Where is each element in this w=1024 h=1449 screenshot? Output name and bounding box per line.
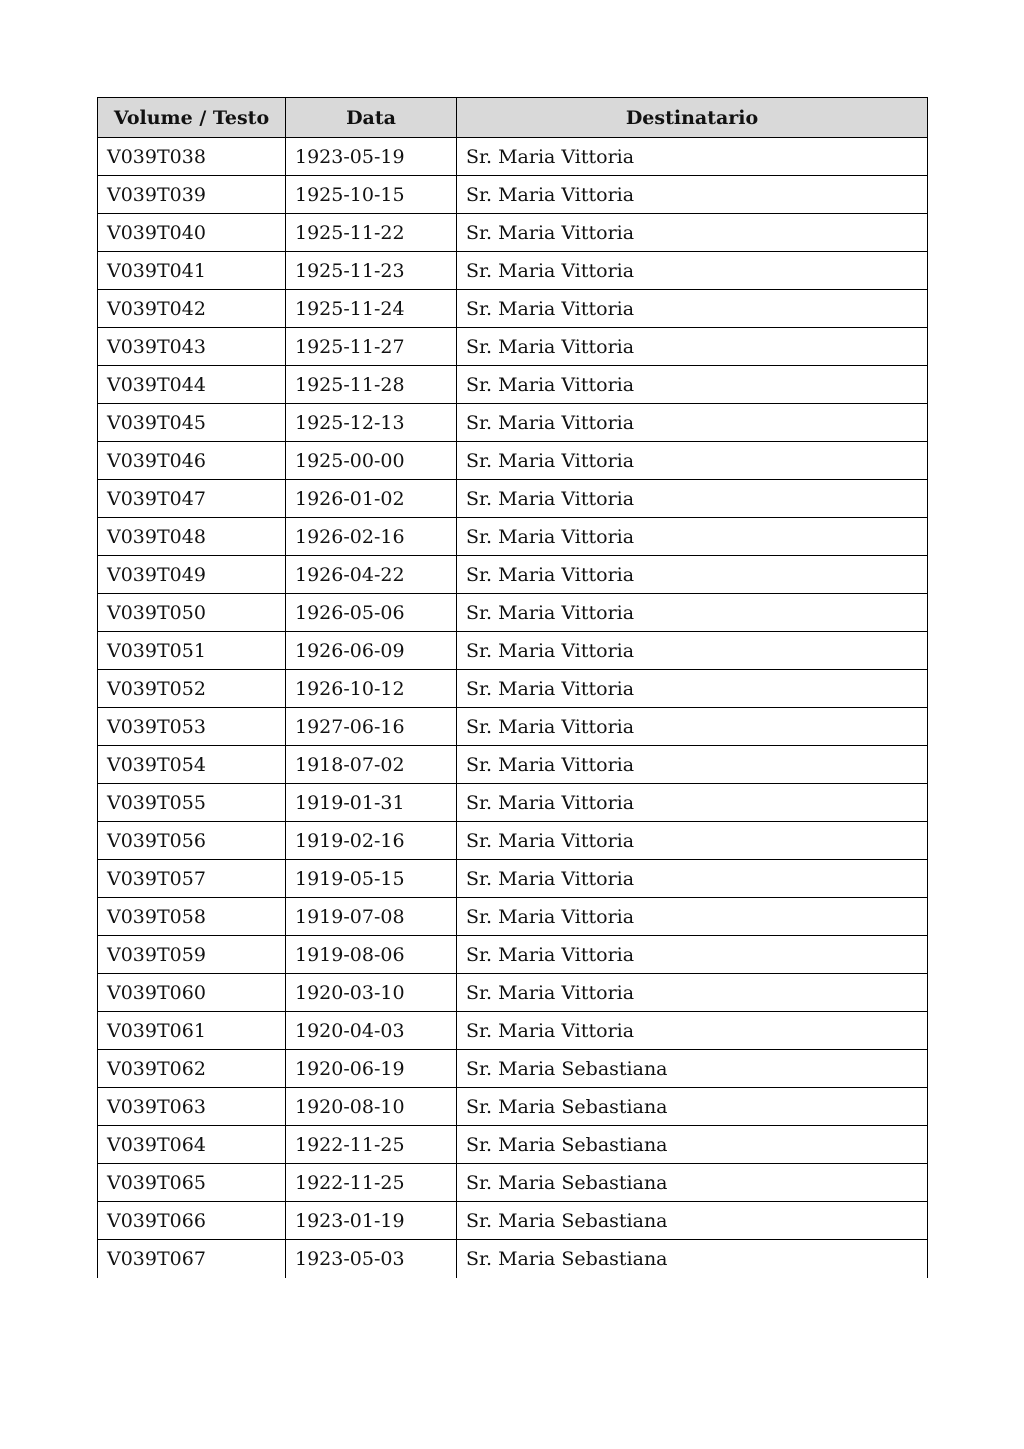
cell-volume-testo: V039T040	[98, 214, 286, 252]
table-row	[98, 366, 928, 404]
cell-volume-testo: V039T066	[98, 1202, 286, 1240]
table-row	[98, 898, 928, 936]
cell-volume-testo: V039T063	[98, 1088, 286, 1126]
cell-destinatario: Sr. Maria Sebastiana	[457, 1164, 928, 1202]
cell-volume-testo: V039T053	[98, 708, 286, 746]
cell-data: 1919-08-06	[286, 936, 457, 974]
cell-data: 1920-03-10	[286, 974, 457, 1012]
table-row	[98, 1012, 928, 1050]
cell-volume-testo: V039T064	[98, 1126, 286, 1164]
cell-destinatario: Sr. Maria Vittoria	[457, 328, 928, 366]
table-row	[98, 1202, 928, 1240]
cell-volume-testo: V039T041	[98, 252, 286, 290]
cell-destinatario: Sr. Maria Vittoria	[457, 404, 928, 442]
cell-volume-testo: V039T048	[98, 518, 286, 556]
cell-data: 1920-06-19	[286, 1050, 457, 1088]
cell-destinatario: Sr. Maria Vittoria	[457, 632, 928, 670]
cell-data: 1922-11-25	[286, 1164, 457, 1202]
cell-destinatario: Sr. Maria Vittoria	[457, 290, 928, 328]
table-row	[98, 518, 928, 556]
cell-destinatario: Sr. Maria Vittoria	[457, 138, 928, 176]
cell-destinatario: Sr. Maria Vittoria	[457, 176, 928, 214]
cell-volume-testo: V039T054	[98, 746, 286, 784]
cell-volume-testo: V039T039	[98, 176, 286, 214]
cell-volume-testo: V039T065	[98, 1164, 286, 1202]
cell-destinatario: Sr. Maria Vittoria	[457, 974, 928, 1012]
cell-volume-testo: V039T067	[98, 1240, 286, 1278]
cell-data: 1925-11-24	[286, 290, 457, 328]
table-row	[98, 214, 928, 252]
cell-destinatario: Sr. Maria Vittoria	[457, 898, 928, 936]
cell-destinatario: Sr. Maria Vittoria	[457, 1012, 928, 1050]
cell-destinatario: Sr. Maria Vittoria	[457, 860, 928, 898]
cell-volume-testo: V039T062	[98, 1050, 286, 1088]
cell-data: 1922-11-25	[286, 1126, 457, 1164]
cell-volume-testo: V039T060	[98, 974, 286, 1012]
column-header-volume-testo: Volume / Testo	[98, 98, 286, 138]
cell-data: 1926-02-16	[286, 518, 457, 556]
cell-destinatario: Sr. Maria Sebastiana	[457, 1126, 928, 1164]
cell-volume-testo: V039T061	[98, 1012, 286, 1050]
cell-data: 1923-01-19	[286, 1202, 457, 1240]
table-row	[98, 252, 928, 290]
cell-data: 1919-01-31	[286, 784, 457, 822]
cell-volume-testo: V039T042	[98, 290, 286, 328]
cell-data: 1925-00-00	[286, 442, 457, 480]
table-row	[98, 480, 928, 518]
cell-data: 1925-11-23	[286, 252, 457, 290]
cell-data: 1926-01-02	[286, 480, 457, 518]
table-row	[98, 1050, 928, 1088]
cell-data: 1925-11-28	[286, 366, 457, 404]
cell-data: 1920-04-03	[286, 1012, 457, 1050]
table-row	[98, 1126, 928, 1164]
table-row	[98, 290, 928, 328]
table-row	[98, 176, 928, 214]
cell-destinatario: Sr. Maria Vittoria	[457, 366, 928, 404]
cell-destinatario: Sr. Maria Vittoria	[457, 556, 928, 594]
cell-destinatario: Sr. Maria Vittoria	[457, 442, 928, 480]
table-header	[98, 98, 928, 138]
cell-destinatario: Sr. Maria Vittoria	[457, 252, 928, 290]
cell-data: 1919-02-16	[286, 822, 457, 860]
table-row	[98, 556, 928, 594]
table-row	[98, 784, 928, 822]
cell-data: 1923-05-03	[286, 1240, 457, 1278]
cell-destinatario: Sr. Maria Vittoria	[457, 746, 928, 784]
table-row	[98, 708, 928, 746]
cell-volume-testo: V039T038	[98, 138, 286, 176]
cell-data: 1925-11-22	[286, 214, 457, 252]
cell-volume-testo: V039T050	[98, 594, 286, 632]
cell-data: 1919-05-15	[286, 860, 457, 898]
cell-volume-testo: V039T044	[98, 366, 286, 404]
cell-volume-testo: V039T056	[98, 822, 286, 860]
cell-data: 1919-07-08	[286, 898, 457, 936]
table-row	[98, 442, 928, 480]
header-row	[98, 98, 928, 138]
cell-data: 1925-10-15	[286, 176, 457, 214]
table-row	[98, 974, 928, 1012]
table-row	[98, 1240, 928, 1278]
cell-data: 1926-04-22	[286, 556, 457, 594]
cell-data: 1925-11-27	[286, 328, 457, 366]
column-header-data: Data	[286, 98, 457, 138]
cell-volume-testo: V039T057	[98, 860, 286, 898]
cell-data: 1926-05-06	[286, 594, 457, 632]
letters-table	[97, 97, 928, 1278]
cell-destinatario: Sr. Maria Vittoria	[457, 670, 928, 708]
table-row	[98, 860, 928, 898]
cell-destinatario: Sr. Maria Sebastiana	[457, 1050, 928, 1088]
table-body	[98, 138, 928, 1278]
cell-volume-testo: V039T052	[98, 670, 286, 708]
cell-destinatario: Sr. Maria Vittoria	[457, 784, 928, 822]
cell-volume-testo: V039T059	[98, 936, 286, 974]
cell-volume-testo: V039T047	[98, 480, 286, 518]
cell-volume-testo: V039T043	[98, 328, 286, 366]
cell-volume-testo: V039T045	[98, 404, 286, 442]
cell-data: 1926-06-09	[286, 632, 457, 670]
cell-data: 1923-05-19	[286, 138, 457, 176]
cell-data: 1918-07-02	[286, 746, 457, 784]
cell-destinatario: Sr. Maria Vittoria	[457, 480, 928, 518]
cell-destinatario: Sr. Maria Vittoria	[457, 594, 928, 632]
cell-data: 1927-06-16	[286, 708, 457, 746]
table-row	[98, 138, 928, 176]
cell-destinatario: Sr. Maria Vittoria	[457, 936, 928, 974]
cell-data: 1925-12-13	[286, 404, 457, 442]
table-row	[98, 328, 928, 366]
cell-volume-testo: V039T046	[98, 442, 286, 480]
cell-data: 1920-08-10	[286, 1088, 457, 1126]
cell-destinatario: Sr. Maria Sebastiana	[457, 1240, 928, 1278]
cell-volume-testo: V039T051	[98, 632, 286, 670]
cell-volume-testo: V039T049	[98, 556, 286, 594]
table-row	[98, 936, 928, 974]
table-row	[98, 746, 928, 784]
cell-destinatario: Sr. Maria Vittoria	[457, 518, 928, 556]
cell-destinatario: Sr. Maria Sebastiana	[457, 1202, 928, 1240]
cell-data: 1926-10-12	[286, 670, 457, 708]
cell-volume-testo: V039T055	[98, 784, 286, 822]
table-row	[98, 670, 928, 708]
cell-destinatario: Sr. Maria Vittoria	[457, 708, 928, 746]
table-row	[98, 1164, 928, 1202]
cell-volume-testo: V039T058	[98, 898, 286, 936]
cell-destinatario: Sr. Maria Vittoria	[457, 822, 928, 860]
cell-destinatario: Sr. Maria Vittoria	[457, 214, 928, 252]
table-row	[98, 632, 928, 670]
column-header-destinatario: Destinatario	[457, 98, 928, 138]
cell-destinatario: Sr. Maria Sebastiana	[457, 1088, 928, 1126]
table-row	[98, 404, 928, 442]
table-row	[98, 594, 928, 632]
table-row	[98, 1088, 928, 1126]
table-row	[98, 822, 928, 860]
